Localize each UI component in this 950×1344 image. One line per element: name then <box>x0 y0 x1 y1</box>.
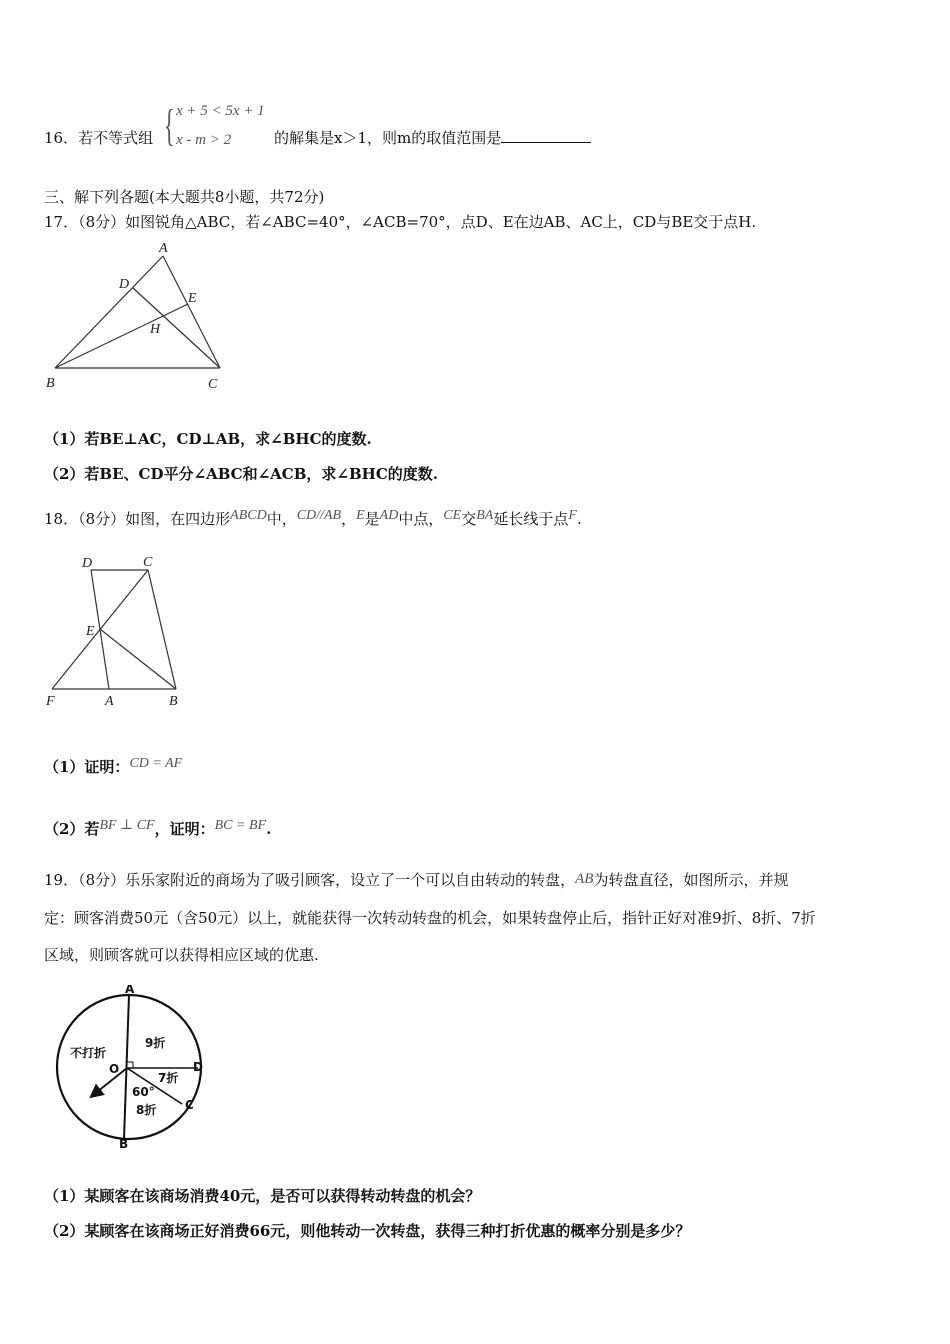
label-o: O <box>109 1062 120 1076</box>
q18-p1-math: CD = AF <box>129 756 183 771</box>
label-f: F <box>46 694 55 709</box>
q19-l1-math: AB <box>575 871 594 887</box>
q19-line-1 <box>44 869 788 890</box>
q19-line-3: 区域，则顾客就可以获得相应区域的优惠. <box>44 946 319 964</box>
q18-quadrilateral-figure <box>40 550 200 715</box>
q18-m5: CE <box>443 508 462 523</box>
angle-label: 60° <box>132 1085 155 1099</box>
q16-suffix <box>274 127 591 148</box>
q19-line-2: 定：顾客消费50元（含50元）以上，就能获得一次转动转盘的机会，如果转盘停止后，指针正好对准9折、8折、7折 <box>44 909 816 927</box>
q18-t4: 是 <box>364 510 380 528</box>
label-b: B <box>169 694 178 709</box>
label-c: C <box>185 1098 194 1112</box>
region-eight-discount: 8折 <box>136 1103 157 1117</box>
q18-t7: 延长线于点 <box>493 510 569 528</box>
q19-spinner-figure <box>48 985 218 1150</box>
q18-m4: AD <box>379 508 399 523</box>
q17-part-1: （1）若BE⊥AC，CD⊥AB，求∠BHC的度数. <box>44 430 372 448</box>
q16-inequality-2: x - m > 2 <box>176 132 232 148</box>
region-nine-discount: 9折 <box>145 1036 166 1050</box>
label-b: B <box>46 376 55 391</box>
region-no-discount: 不打折 <box>70 1046 107 1060</box>
segment-be <box>55 304 188 368</box>
q17-part-2: （2）若BE、CD平分∠ABC和∠ACB，求∠BHC的度数. <box>44 465 439 483</box>
q16-prefix: 16．若不等式组 <box>44 129 154 147</box>
label-d: D <box>119 277 130 292</box>
q18-m1: ABCD <box>230 508 267 523</box>
right-angle-mark <box>127 1062 133 1068</box>
q17-triangle-figure <box>40 236 240 396</box>
q18-part-1 <box>44 756 182 777</box>
q16-brace: { <box>164 101 175 150</box>
q18-t6: 交 <box>461 510 477 528</box>
label-b: B <box>119 1137 129 1150</box>
q18-t5: 中点， <box>398 510 444 528</box>
q19-l1b: 为转盘直径，如图所示，并规 <box>593 871 789 889</box>
q16-inequality-1: x + 5 < 5x + 1 <box>176 103 265 119</box>
q16-answer-blank <box>501 128 591 143</box>
segment-ab <box>55 256 163 368</box>
label-e: E <box>86 624 95 639</box>
label-d: D <box>82 556 93 571</box>
q18-part-2 <box>44 818 271 839</box>
segment-cb <box>148 570 176 689</box>
q19-part-1: （1）某顾客在该商场消费40元，是否可以获得转动转盘的机会？ <box>44 1187 481 1205</box>
q16-suffix-text: 的解集是x＞1，则m的取值范围是 <box>274 129 502 147</box>
q18-p2-math1: BF ⊥ CF <box>99 818 155 833</box>
label-a: A <box>159 241 168 256</box>
section-3-title: 三、解下列各题(本大题共8小题，共72分) <box>44 188 325 206</box>
label-a: A <box>125 985 135 996</box>
label-h: H <box>150 322 161 337</box>
q18-m3: E <box>356 508 365 523</box>
q18-t2: 中， <box>266 510 297 528</box>
q17-text: 17．（8分）如图锐角△ABC，若∠ABC=40°，∠ACB=70°，点D、E在边AB、AC上，CD与BE交于点H. <box>44 213 757 231</box>
q18-m2: CD//AB <box>296 508 342 523</box>
segment-cd <box>133 288 220 368</box>
q18-m6: BA <box>476 508 494 523</box>
q18-t8: . <box>576 510 582 528</box>
label-c: C <box>143 555 153 570</box>
q18-p2-text3: . <box>266 820 272 838</box>
q18-p2-math2: BC = BF <box>214 818 267 833</box>
q18-p2-text2: ，证明： <box>154 820 215 838</box>
q18-p1-text: （1）证明： <box>44 758 130 776</box>
q18-text <box>44 508 582 529</box>
label-c: C <box>208 377 218 392</box>
q19-part-2: （2）某顾客在该商场正好消费66元，则他转动一次转盘，获得三种打折优惠的概率分别是多少？ <box>44 1222 691 1240</box>
q18-t3: ， <box>341 510 357 528</box>
q19-l1a: 19．（8分）乐乐家附近的商场为了吸引顾客，设立了一个可以自由转动的转盘， <box>44 871 576 889</box>
q18-m7: F <box>568 508 577 523</box>
q18-t1: 18．（8分）如图，在四边形 <box>44 510 231 528</box>
label-d: D <box>193 1060 203 1074</box>
label-a: A <box>105 694 114 709</box>
q18-p2-text1: （2）若 <box>44 820 100 838</box>
label-e: E <box>188 291 197 306</box>
region-seven-discount: 7折 <box>158 1071 179 1085</box>
